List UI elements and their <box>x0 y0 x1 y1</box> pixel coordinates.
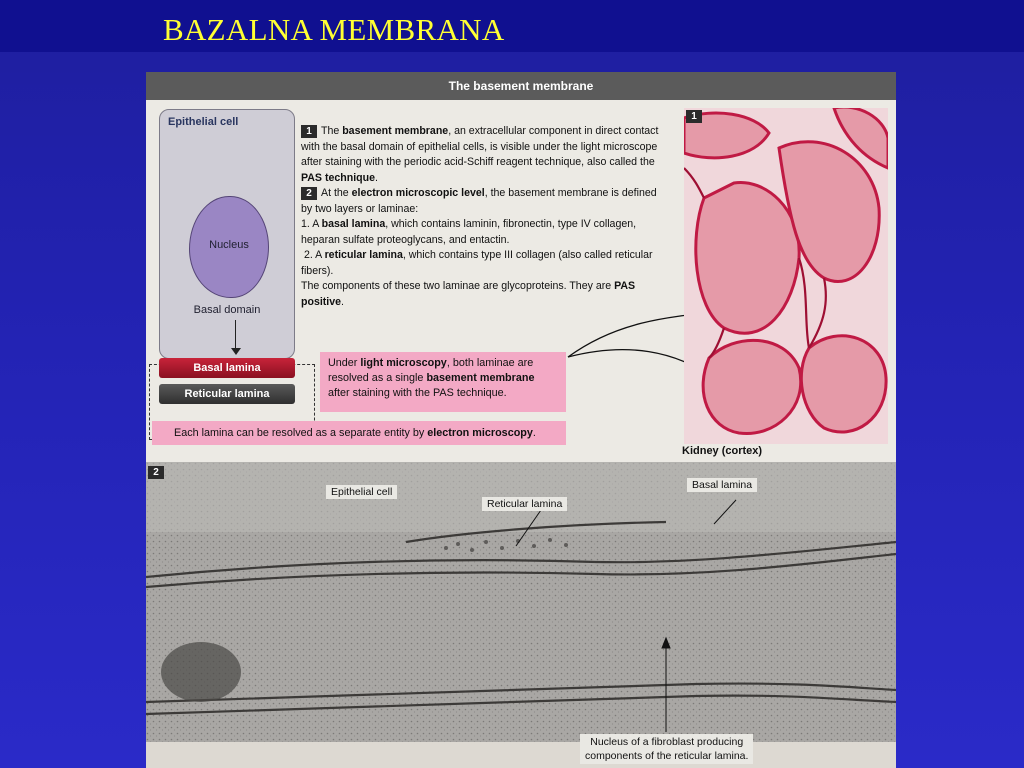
basal-lamina-bar: Basal lamina <box>159 358 295 378</box>
paragraph-1: 1 The basement membrane, an extracellular component in direct contact with the basal domain of epithelial cells, is visible under the light microscope after staining with the periodic acid-Schiff reagent technique, also called the PAS technique. <box>301 125 659 184</box>
panel-number-badge: 2 <box>148 466 164 479</box>
light-microscopy-callout: Under light microscopy, both laminae are resolved as a single basement membrane after staining with the PAS technique. <box>320 352 566 412</box>
basal-domain-label: Basal domain <box>193 304 261 316</box>
paragraph-2: 2 At the electron microscopic level, the basement membrane is defined by two layers or laminae: <box>301 187 657 215</box>
title-bar <box>0 0 1024 52</box>
nucleus-shape <box>189 196 269 298</box>
list-item-reticular-lamina: 2. A reticular lamina, which contains type III collagen (also called reticular fibers). <box>301 249 653 277</box>
kidney-micrograph <box>684 108 888 444</box>
down-arrow-icon <box>231 348 241 355</box>
number-badge: 2 <box>301 187 317 200</box>
reticular-lamina-bar: Reticular lamina <box>159 384 295 404</box>
em-label-fibroblast-nucleus: Nucleus of a fibroblast producing components of the reticular lamina. <box>580 734 753 764</box>
figure-header: The basement membrane <box>146 72 896 100</box>
explanatory-text <box>301 124 663 310</box>
em-label-reticular-lamina: Reticular lamina <box>482 497 567 511</box>
em-label-basal-lamina: Basal lamina <box>687 478 757 492</box>
panel-number-badge: 1 <box>686 110 702 123</box>
kidney-caption: Kidney (cortex) <box>682 445 763 457</box>
paragraph-3: The components of these two laminae are glycoproteins. They are PAS positive. <box>301 280 636 308</box>
electron-microscopy-callout: Each lamina can be resolved as a separate entity by electron microscopy. <box>152 421 566 445</box>
list-item-basal-lamina: 1. A basal lamina, which contains laminin, fibronectin, type IV collagen, heparan sulfate proteoglycans, and entactin. <box>301 218 637 246</box>
epithelial-cell-label: Epithelial cell <box>168 116 239 128</box>
down-arrow-line <box>235 320 236 350</box>
epithelial-cell-diagram <box>159 109 295 359</box>
textbook-figure <box>146 72 896 768</box>
nucleus-label: Nucleus <box>209 239 249 251</box>
kidney-tissue-image <box>684 108 888 444</box>
number-badge: 1 <box>301 125 317 138</box>
slide-title: BAZALNA MEMBRANA <box>163 12 505 47</box>
em-label-epithelial-cell: Epithelial cell <box>326 485 397 499</box>
